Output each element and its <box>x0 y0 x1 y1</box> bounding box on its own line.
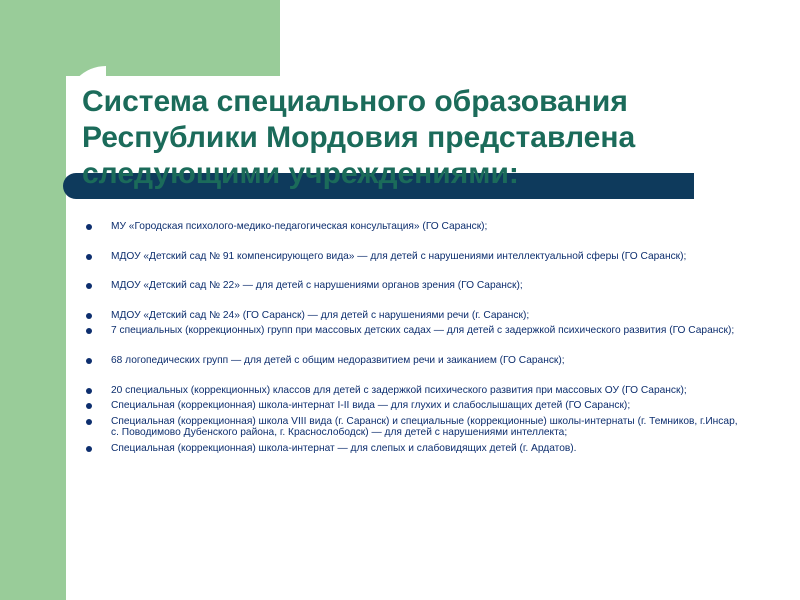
list-item <box>82 443 742 455</box>
slide-title: Система специального образования Республики Мордовия представлена следующими учреждениями: <box>82 85 636 190</box>
list-item-text: Специальная (коррекционная) школа-интернат I-II вида — для глухих и слабослышащих детей (ГО Саранск); <box>111 400 631 412</box>
list-item <box>82 416 742 439</box>
list-item-text: Специальная (коррекционная) школа VIII вида (г. Саранск) и специальные (коррекционные) школы-интернаты (г. Темников, г.Инсар, с. Поводимово Дубенского района, г. Краснослободск) — для детей с нарушениями интеллекта; <box>111 415 738 439</box>
institution-list <box>82 221 742 455</box>
list-item <box>82 221 742 233</box>
list-item <box>82 251 742 263</box>
list-item <box>82 400 742 412</box>
top-green-block <box>66 0 280 76</box>
list-item-text: МДОУ «Детский сад № 91 компенсирующего вида» — для детей с нарушениями интеллектуальной сферы (ГО Саранск); <box>111 250 687 262</box>
list-item <box>82 385 742 397</box>
bullet-icon <box>86 446 92 452</box>
bullet-icon <box>86 388 92 394</box>
list-item <box>82 325 742 337</box>
list-item-text: МДОУ «Детский сад № 22» — для детей с нарушениями органов зрения (ГО Саранск); <box>111 280 523 292</box>
bullet-icon <box>86 313 92 319</box>
bullet-icon <box>86 419 92 425</box>
list-item-text: 68 логопедических групп — для детей с общим недоразвитием речи и заиканием (ГО Саранск); <box>111 354 565 366</box>
bullet-icon <box>86 358 92 364</box>
list-item-text: 7 специальных (коррекционных) групп при массовых детских садах — для детей с задержкой психического развития (ГО Саранск); <box>111 325 735 337</box>
bullet-icon <box>86 224 92 230</box>
bullet-icon <box>86 328 92 334</box>
bullet-icon <box>86 403 92 409</box>
list-item-text: Специальная (коррекционная) школа-интернат — для слепых и слабовидящих детей (г. Ардатов). <box>111 442 577 454</box>
bullet-icon <box>86 283 92 289</box>
left-green-bar <box>0 0 66 600</box>
bullet-icon <box>86 254 92 260</box>
list-item-text: МУ «Городская психолого-медико-педагогическая консультация» (ГО Саранск); <box>111 221 488 232</box>
list-item <box>82 310 742 322</box>
list-item-text: МДОУ «Детский сад № 24» (ГО Саранск) — для детей с нарушениями речи (г. Саранск); <box>111 309 530 321</box>
list-item <box>82 280 742 292</box>
list-item <box>82 355 742 367</box>
list-item-text: 20 специальных (коррекционных) классов для детей с задержкой психического развития при массовых ОУ (ГО Саранск); <box>111 384 687 396</box>
